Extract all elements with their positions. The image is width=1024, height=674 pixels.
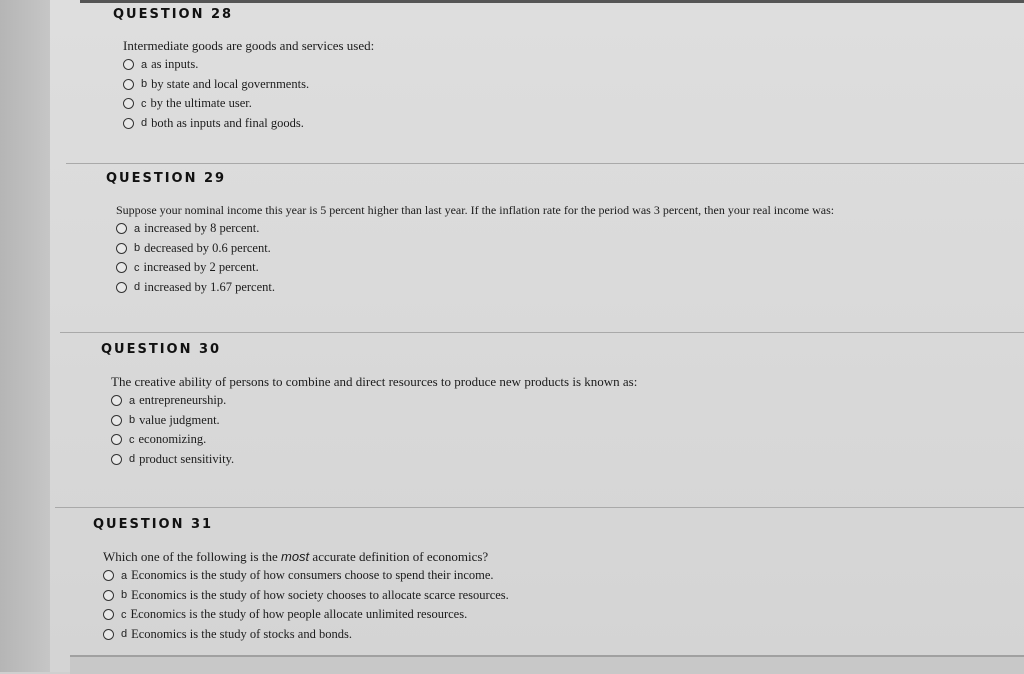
option-a[interactable] (116, 219, 1016, 239)
options-list (123, 55, 374, 133)
option-text: increased by 8 percent. (144, 221, 260, 236)
option-text: by the ultimate user. (150, 96, 252, 111)
radio-button[interactable] (111, 395, 122, 406)
options-list (116, 219, 1016, 297)
question-text-emphasis: most (281, 549, 310, 564)
option-b[interactable] (103, 586, 509, 606)
radio-button[interactable] (116, 223, 127, 234)
divider (55, 507, 1024, 508)
radio-button[interactable] (103, 590, 114, 601)
question-title: QUESTION 31 (93, 517, 214, 532)
option-text: as inputs. (151, 57, 199, 72)
option-a[interactable] (103, 566, 509, 586)
option-letter: d (141, 117, 148, 130)
option-text: economizing. (138, 432, 207, 447)
option-letter: a (134, 222, 141, 235)
option-letter: d (121, 628, 128, 641)
option-letter: c (134, 261, 140, 274)
screen-bezel (0, 0, 51, 672)
divider (60, 332, 1024, 333)
option-c[interactable] (116, 258, 1016, 278)
question-31 (93, 517, 509, 644)
option-d[interactable] (111, 450, 637, 470)
radio-button[interactable] (103, 570, 114, 581)
question-text (103, 549, 509, 565)
option-c[interactable] (103, 605, 509, 625)
radio-button[interactable] (111, 434, 122, 445)
question-text-part: accurate definition of economics? (309, 549, 489, 564)
question-29 (106, 171, 1016, 297)
radio-button[interactable] (111, 415, 122, 426)
option-text: increased by 2 percent. (143, 260, 259, 275)
option-c[interactable] (123, 94, 374, 114)
radio-button[interactable] (116, 262, 127, 273)
option-d[interactable] (116, 278, 1016, 298)
radio-button[interactable] (123, 79, 134, 90)
option-letter: b (121, 589, 128, 602)
option-letter: a (141, 58, 148, 71)
option-letter: c (129, 433, 135, 446)
question-text-part: Which one of the following is the (103, 549, 281, 564)
radio-button[interactable] (111, 454, 122, 465)
option-text: by state and local governments. (151, 76, 310, 91)
option-letter: b (129, 414, 136, 427)
option-text: entrepreneurship. (139, 393, 227, 408)
option-a[interactable] (123, 55, 374, 75)
option-letter: b (134, 242, 141, 255)
option-text: Economics is the study of how consumers choose to spend their income. (131, 568, 494, 583)
option-letter: c (121, 608, 127, 621)
question-title: QUESTION 30 (101, 342, 222, 357)
option-text: product sensitivity. (139, 451, 235, 466)
question-title: QUESTION 28 (113, 7, 234, 22)
radio-button[interactable] (116, 282, 127, 293)
radio-button[interactable] (103, 629, 114, 640)
option-letter: a (121, 569, 128, 582)
option-c[interactable] (111, 430, 637, 450)
option-letter: d (134, 281, 141, 294)
option-text: Economics is the study of stocks and bonds. (131, 626, 352, 641)
option-text: Economics is the study of how people allocate unlimited resources. (130, 607, 468, 622)
question-text: The creative ability of persons to combine and direct resources to produce new products is known as: (111, 374, 638, 389)
option-a[interactable] (111, 391, 637, 411)
radio-button[interactable] (123, 118, 134, 129)
radio-button[interactable] (116, 243, 127, 254)
option-letter: a (129, 394, 136, 407)
option-letter: d (129, 453, 136, 466)
option-text: increased by 1.67 percent. (144, 279, 275, 294)
radio-button[interactable] (103, 609, 114, 620)
question-28 (113, 7, 374, 133)
option-b[interactable] (123, 75, 374, 95)
question-text: Suppose your nominal income this year is 5 percent higher than last year. If the inflation rate for the period was 3 percent, then your real income was: (116, 203, 835, 217)
option-d[interactable] (103, 625, 509, 645)
option-b[interactable] (111, 411, 637, 431)
question-title: QUESTION 29 (106, 171, 227, 186)
option-text: Economics is the study of how society chooses to allocate scarce resources. (131, 587, 509, 602)
radio-button[interactable] (123, 98, 134, 109)
radio-button[interactable] (123, 59, 134, 70)
question-text: Intermediate goods are goods and services used: (123, 38, 375, 53)
option-text: value judgment. (139, 412, 220, 427)
option-text: both as inputs and final goods. (151, 115, 304, 130)
option-b[interactable] (116, 239, 1016, 259)
divider (66, 163, 1024, 164)
option-letter: c (141, 97, 147, 110)
top-bar (80, 0, 1024, 3)
option-letter: b (141, 78, 148, 91)
option-text: decreased by 0.6 percent. (144, 240, 271, 255)
options-list (111, 391, 637, 469)
options-list (103, 566, 509, 644)
next-question-panel (70, 655, 1024, 674)
option-d[interactable] (123, 114, 374, 134)
question-30 (101, 342, 637, 469)
